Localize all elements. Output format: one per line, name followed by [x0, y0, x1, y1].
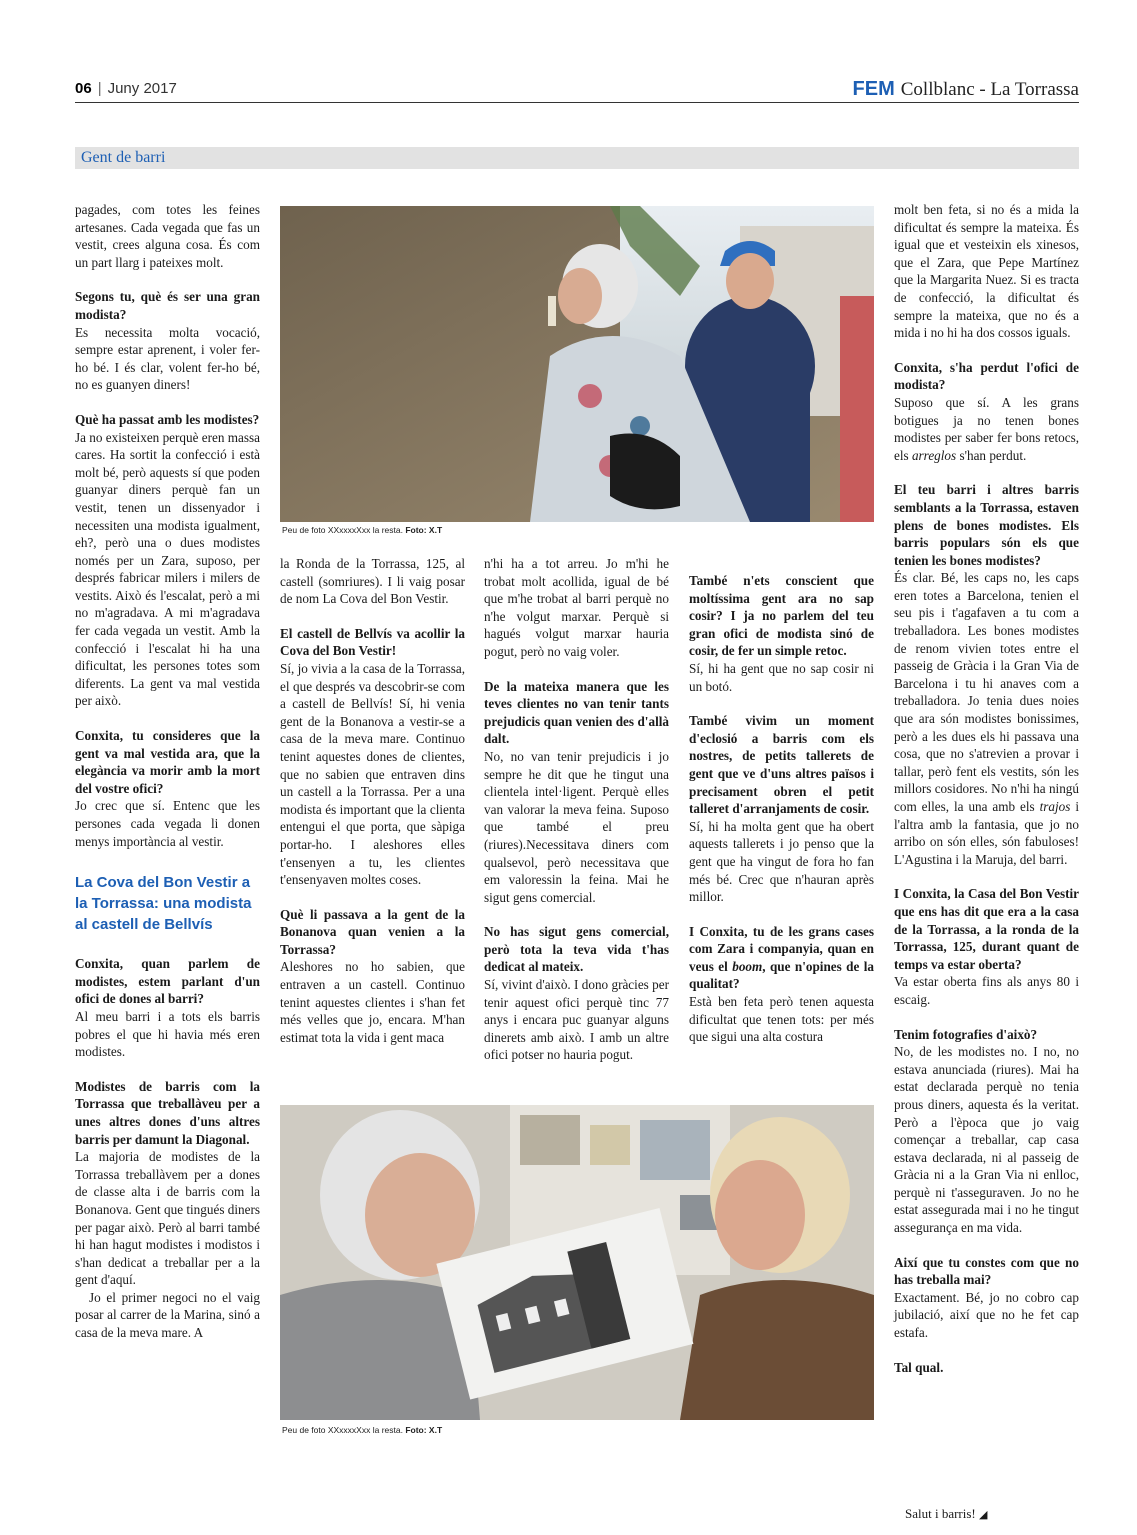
paragraph: molt ben feta, si no és a mida la dificultat és sempre la mateixa. És igual que et vesteixin els xinesos, que el Zara, que Pepe Martínez que la Margarita Nuez. Si es tracta de confecció, la dificultat és sempre la mateixa, que no és a mida i no hi ha dos cossos iguals.: [894, 202, 1079, 341]
question: De la mateixa manera que les teves clientes no van tenir tants prejudicis quan venien des d'allà dalt.: [484, 678, 669, 747]
question: Conxita, tu consideres que la gent va mal vestida ara, que la elegància va morir amb la mort del vostre ofici?: [75, 728, 260, 796]
article-column-5: [894, 201, 1079, 1393]
answer: Exactament. Bé, jo no cobro cap jubilació, així que no he fet cap estafa.: [894, 1289, 1079, 1341]
article-column-2: [280, 555, 465, 1063]
photo-illustration: [280, 1105, 874, 1420]
qa-block: [894, 1254, 1079, 1342]
end-mark-icon: ◢: [979, 1509, 988, 1521]
folio-separator: |: [97, 80, 102, 97]
answer: Sí, vivint d'això. I dono gràcies per tenir aquest ofici perquè tinc 77 anys i encara puc guanyar alguns dinerets amb això. I amb un altre ofici potser no hauria pogut.: [484, 977, 669, 1063]
paragraph: n'hi ha a tot arreu. Jo m'hi he trobat molt acollida, igual de bé que m'he trobat al barri perquè no n'he volgut marxar. Perquè si hagués volgut marxar hauria pogut, però no vaig voler.: [484, 556, 669, 659]
answer: Jo crec que sí. Entenc que les persones cada vegada li donen menys importància al vestir.: [75, 798, 260, 849]
answer: Està ben feta però tenen aquesta dificultat que tenen tots: per més que sigui una alta costura: [689, 994, 874, 1045]
answer: No, no van tenir prejudicis i jo sempre he dit que he tingut una clientela intel·ligent. Perquè elles van valorar la meva feina. Suposo que també el preu (riures).Necessitava diners com qualsevol, però necessitava que em valoressin la feina. Mai he sigut gens comercial.: [484, 748, 669, 905]
question: No has sigut gens comercial, però tota la teva vida t'has dedicat al mateix.: [484, 924, 669, 975]
qa-block: [689, 712, 874, 906]
qa-block: [280, 625, 465, 889]
question-text: I Conxita, tu de les grans cases com Zara i companyia, quan en veus el: [689, 923, 874, 974]
question: Conxita, quan parlem de modistes, estem parlant d'un ofici de dones al barri?: [75, 956, 260, 1007]
article-column-4: [689, 572, 874, 1063]
photo-drawing-review: [280, 1105, 874, 1420]
emphasis: boom: [732, 958, 763, 974]
paragraph: pagades, com totes les feines artesanes. Cada vegada que fas un vestit, crees alguna cosa. És com un part llarg i pateixes molt.: [75, 202, 260, 270]
answer: Ja no existeixen perquè eren massa cares. Ha sortit la confecció i està molt bé, però aquests sí que poden guanyar diners perquè fan un vestit, tenen un dissenyador i necessiten una modista igualment, eh?, però una o dues modistes només per un Zara, suposo, per després fabricar milers i milers de vestits. Això és l'escalat, però a mi no m'agradava. A mi m'agradava fer cada vegada un vestit. Amb la confecció i l'escalat hi ha una dificultat, les persones totes som diferents. La gent va mal vestida per això.: [75, 429, 260, 709]
qa-block: [484, 678, 669, 907]
qa-block: [75, 288, 260, 394]
answer: Aleshores no ho sabien, que entraven a un castell. Continuo tenint aquestes clientes i s'han fet més velles que jo, encara. M'han estimat tota la vida i gent maca: [280, 959, 465, 1045]
photo-caption: [282, 525, 442, 535]
paragraph: la Ronda de la Torrassa, 125, al castell (somriures). I li vaig posar de nom La Cova del Bon Vestir.: [280, 556, 465, 607]
photo-illustration: [280, 206, 874, 522]
emphasis: trajos: [1039, 799, 1071, 814]
article-column-1: [75, 201, 260, 1359]
qa-block: [894, 359, 1079, 465]
answer: Sí, hi ha gent que no sap cosir ni un botó.: [689, 660, 874, 694]
answer: Al meu barri i a tots els barris pobres el que hi havia més eren modistes.: [75, 1008, 260, 1060]
emphasis: arreglos: [911, 447, 957, 463]
qa-block: [280, 906, 465, 1047]
question: Tenim fotografies d'això?: [894, 1026, 1038, 1042]
question: I Conxita, la Casa del Bon Vestir que ens has dit que era a la casa de la Torrassa, a la ronda de la Torrassa, 125, durant quant de temps va estar oberta?: [894, 886, 1079, 972]
qa-block: [894, 1026, 1079, 1237]
qa-block: [689, 923, 874, 1046]
answer: i l'altra amb la fantasia, que jo no arribo on són elles, són fabuloses! L'Agustina i la Maruja, del barri.: [894, 799, 1079, 867]
answer: La majoria de modistes de la Torrassa treballàvem per a dones de classe alta i de barris com la Bonanova. Gent que tingués diners per pagar això. Però al barri també hi han hagut modistes i modistos i s'han dedicat a treballar per a la gent d'aquí.: [75, 1149, 260, 1288]
question-text: , que n'opines de la qualitat?: [689, 958, 874, 992]
paragraph: Jo el primer negoci no el vaig posar al carrer de la Marina, sinó a casa de la meva mare. A: [75, 1289, 260, 1341]
header-rule: [75, 102, 1079, 103]
qa-block: [75, 1078, 260, 1289]
answer: Suposo que sí. A les grans botigues ja no tenen bones modistes per saber fer bons retocs, els: [894, 394, 1079, 463]
edition-name: Collblanc - La Torrassa: [900, 79, 1079, 100]
answer: És clar. Bé, les caps no, les caps eren totes a Barcelona, tenien el seu pis i t'agafaven a tu com a treballadora. Les bones modistes de renom vivien totes entre el passeig de Gràcia i la Gran Via de Barcelona i tu hi anaves com a treballadora. Jo tenia dues noies que ara són modistes bonissimes, però a les dues els hi passava una cosa, que no s'atrevien a provar i tallar, però fent els vestits, són les millors cosidores. No n'hi ha ningú com elles, la una amb els: [894, 570, 1079, 814]
question: Tal qual.: [894, 1359, 944, 1375]
page-number: 06: [75, 80, 92, 97]
question: [689, 923, 874, 993]
masthead: [853, 78, 1079, 101]
qa-block: [894, 481, 1079, 868]
feature-title: La Cova del Bon Vestir a la Torrassa: una modista al castell de Bellvís: [75, 874, 252, 934]
answer: s'han perdut.: [956, 447, 1027, 463]
photo-credit: Foto: X.T: [405, 525, 443, 535]
sign-off-text: Salut i barris!: [905, 1506, 976, 1521]
issue-date: Juny 2017: [107, 80, 177, 97]
question: Què ha passat amb les modistes?: [75, 411, 260, 427]
answer: No, de les modistes no. I no, no estava anunciada (riures). Mai ha estat declarada perquè no tenia prous diners, aquesta és la veritat. Però a l'època que jo vaig començar a treballar, cap casa estava declarada, ni al passeig de Gràcia ni a la Gran Via ni enlloc, perquè ni t'asseguraven. Jo no he estat assegurada mai i no he tingut assegurança en ma vida.: [894, 1044, 1079, 1236]
answer: Va estar oberta fins als anys 80 i escaig.: [894, 974, 1079, 1007]
question: Què li passava a la gent de la Bonanova quan venien a la Torrassa?: [280, 906, 465, 957]
photo-credit: Foto: X.T: [405, 1425, 443, 1435]
qa-block: [75, 727, 260, 850]
question: Així que tu constes com que no has treballa mai?: [894, 1254, 1079, 1288]
question: També vivim un moment d'eclosió a barris com els nostres, de petits tallerets de gent que ve d'uns altres països i precisament obren el petit talleret d'arranjaments de cosir.: [689, 713, 874, 817]
qa-block: [894, 1359, 1079, 1377]
caption-text: Peu de foto XXxxxxXxx la resta.: [282, 525, 403, 535]
answer: Es necessita molta vocació, sempre estar aprenent, i voler fer-ho bé. I és clar, volent fer-ho bé, no es guanyen diners!: [75, 324, 260, 393]
qa-block: [75, 955, 260, 1061]
answer: Sí, hi ha molta gent que ha obert aquests tallerets i jo penso que la gent que ha vingut de fora ho fan més bé. Crec que n'hauran après millor.: [689, 818, 874, 905]
sign-off: [905, 1506, 987, 1522]
article-column-3: [484, 555, 669, 1081]
question: El castell de Bellvís va acollir la Cova del Bon Vestir!: [280, 625, 465, 659]
question: Conxita, s'ha perdut l'ofici de modista?: [894, 359, 1079, 393]
question: També n'ets conscient que moltíssima gent ara no sap cosir? I ja no parlem del teu gran ofici de modista sinó de cosir, de fer un simple retoc.: [689, 573, 874, 659]
answer: Sí, jo vivia a la casa de la Torrassa, el que després va descobrir-se com a castell de Bellvís! Sí, hi venia gent de la Bonanova a vestir-se a casa de la meva mare. Continuo tenint aquestes dones de clientes, que no sabien que entraven dins un castell a la Torrassa. Per a una modista és important que la clienta entengui el que porta, que sàpiga portar-ho. I aleshores elles t'ensenyen a tu, les clientes t'ensenyaven moltes coses.: [280, 660, 465, 888]
qa-block: [484, 923, 669, 1064]
photo-wall-inspection: [280, 206, 874, 522]
qa-block: [75, 411, 260, 710]
section-title: Gent de barri: [81, 149, 166, 166]
photo-caption: [282, 1425, 442, 1435]
question: Modistes de barris com la Torrassa que treballàveu per a unes altres dones d'uns altres barris per damunt la Diagonal.: [75, 1078, 260, 1147]
brand-logo: FEM: [852, 78, 895, 100]
page-folio: [75, 80, 177, 97]
caption-text: Peu de foto XXxxxxXxx la resta.: [282, 1425, 403, 1435]
section-bar: [75, 147, 1079, 169]
qa-block: [894, 885, 1079, 1008]
question: Segons tu, què és ser una gran modista?: [75, 289, 260, 322]
question: El teu barri i altres barris semblants a la Torrassa, estaven plens de bones modistes. Els barris populars són els que tenien les bones modistes?: [894, 482, 1079, 568]
qa-block: [689, 572, 874, 695]
